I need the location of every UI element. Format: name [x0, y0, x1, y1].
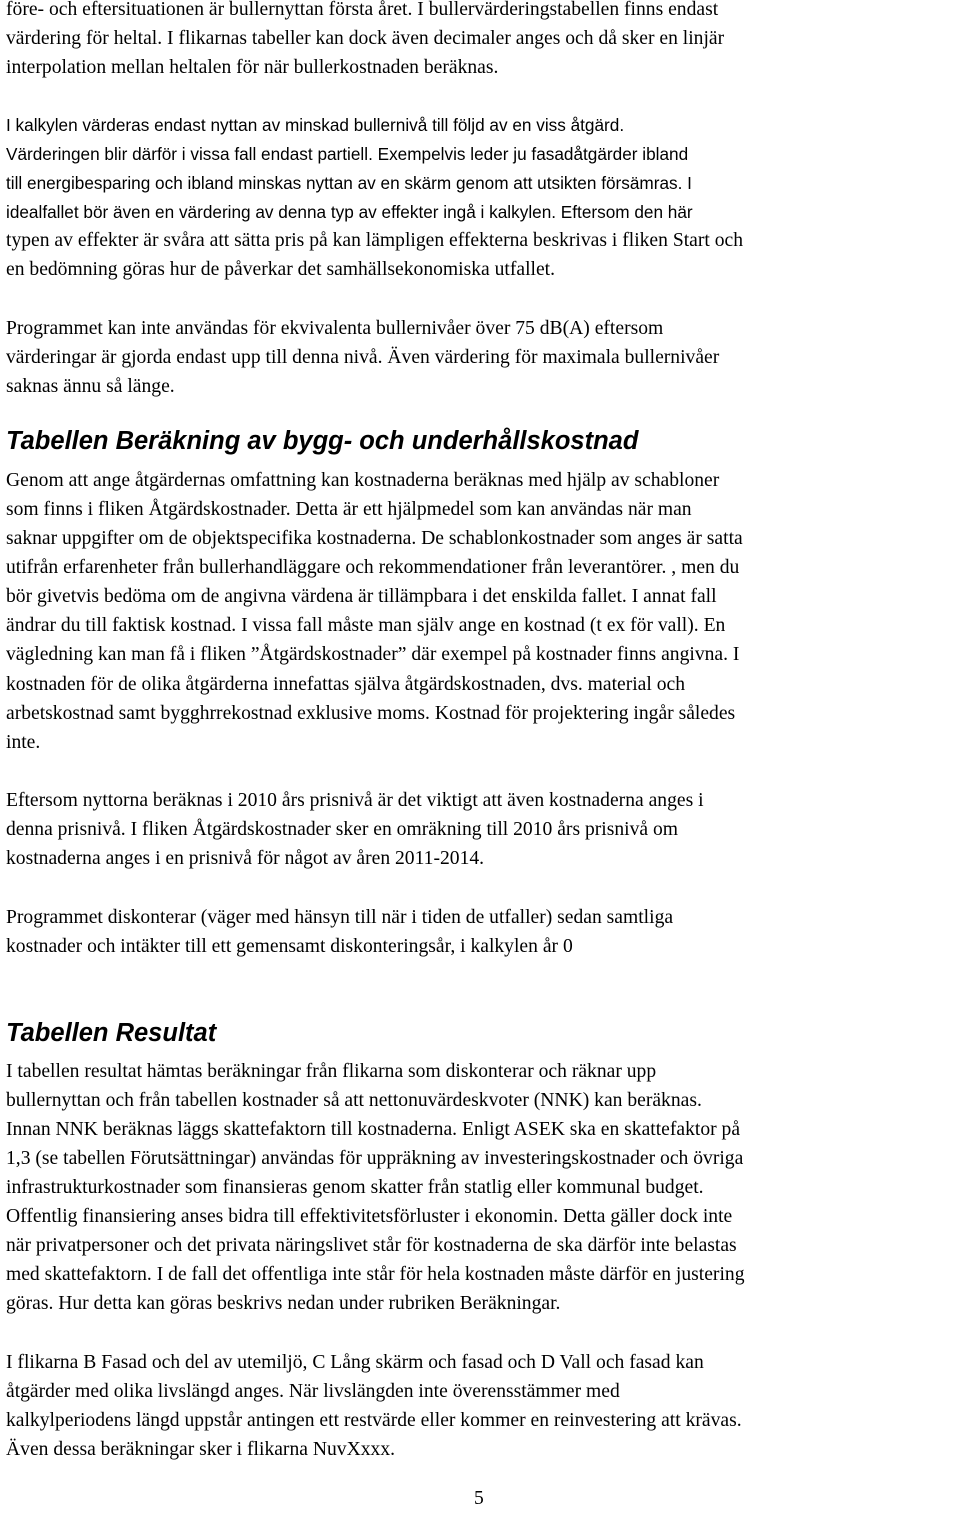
text-line: göras. Hur detta kan göras beskrivs nedan under rubriken Beräkningar. — [6, 1293, 561, 1314]
text-line: I tabellen resultat hämtas beräkningar från flikarna som diskonterar och räknar upp — [6, 1061, 657, 1082]
text-line: Innan NNK beräknas läggs skattefaktorn till kostnaderna. Enligt ASEK ska en skattefaktor på — [6, 1119, 741, 1140]
text-line: Offentlig finansiering anses bidra till effektivitetsförluster i ekonomin. Detta gäller dock inte — [6, 1206, 733, 1227]
text-line: saknar uppgifter om de objektspecifika kostnaderna. De schablonkostnader som anges är satta — [6, 528, 743, 549]
text-line: när privatpersoner och det privata näringslivet står för kostnaderna de ska därför inte belastas — [6, 1235, 737, 1256]
text-line: I flikarna B Fasad och del av utemiljö, C Lång skärm och fasad och D Vall och fasad kan — [6, 1352, 704, 1373]
text-line: idealfallet bör även en värdering av denna typ av effekter ingå i kalkylen. Eftersom den här — [6, 202, 693, 222]
text-line: denna prisnivå. I fliken Åtgärdskostnader sker en omräkning till 2010 års prisnivå om — [6, 819, 679, 840]
text-line: Även dessa beräkningar sker i flikarna NuvXxxx. — [6, 1439, 396, 1460]
text-line: kalkylperiodens längd uppstår antingen ett restvärde eller kommer en reinvestering att krävas. — [6, 1410, 742, 1431]
text-line: kostnaderna anges i en prisnivå för något av åren 2011-2014. — [6, 848, 485, 869]
text-line: Värderingen blir därför i vissa fall endast partiell. Exempelvis leder ju fasadåtgärder ibland — [6, 144, 689, 164]
text-line: som finns i fliken Åtgärdskostnader. Detta är ett hjälpmedel som kan användas när man — [6, 499, 692, 520]
text-line: Programmet diskonterar (väger med hänsyn till när i tiden de utfaller) sedan samtliga — [6, 907, 674, 928]
section-heading-result: Tabellen Resultat — [6, 1019, 217, 1047]
text-line: kostnader och intäkter till ett gemensamt diskonteringsår, i kalkylen år 0 — [6, 936, 573, 957]
text-line: interpolation mellan heltalen för när bullerkostnaden beräknas. — [6, 57, 499, 78]
text-line: bullernyttan och från tabellen kostnader så att nettonuvärdeskvoter (NNK) kan beräknas. — [6, 1090, 702, 1111]
section-heading-cost: Tabellen Beräkning av bygg- och underhållskostnad — [6, 427, 639, 455]
text-line: inte. — [6, 732, 41, 753]
text-line: infrastrukturkostnader som finansieras genom skatter från statlig eller kommunal budget. — [6, 1177, 704, 1198]
text-line: utifrån erfarenheter från bullerhandläggare och rekommendationer från leverantörer. , men du — [6, 557, 740, 578]
text-line: åtgärder med olika livslängd anges. När livslängden inte överensstämmer med — [6, 1381, 620, 1402]
text-line: arbetskostnad samt bygghrrekostnad exklusive moms. Kostnad för projektering ingår således — [6, 703, 736, 724]
text-line: ändrar du till faktisk kostnad. I vissa fall måste man själv ange en kostnad (t ex för vall). En — [6, 615, 726, 636]
text-line: värderingar är gjorda endast upp till denna nivå. Även värdering för maximala bullernivåer — [6, 347, 720, 368]
text-line: saknas ännu så länge. — [6, 376, 175, 397]
text-line: 1,3 (se tabellen Förutsättningar) användas för uppräkning av investeringskostnader och övriga — [6, 1148, 744, 1169]
text-line: bör givetvis bedöma om de angivna värdena är tillämpbara i det enskilda fallet. I annat fall — [6, 586, 717, 607]
text-line: före- och eftersituationen är bullernyttan första året. I bullervärderingstabellen finns endast — [6, 0, 719, 20]
text-line: Eftersom nyttorna beräknas i 2010 års prisnivå är det viktigt att även kostnaderna anges i — [6, 790, 704, 811]
text-line: till energibesparing och ibland minskas nyttan av en skärm genom att utsikten försämras. I — [6, 173, 692, 193]
text-line: värdering för heltal. I flikarnas tabeller kan dock även decimaler anges och då sker en linjär — [6, 28, 725, 49]
text-line: en bedömning göras hur de påverkar det samhällsekonomiska utfallet. — [6, 259, 556, 280]
text-line: I kalkylen värderas endast nyttan av minskad bullernivå till följd av en viss åtgärd. — [6, 115, 625, 135]
text-line: typen av effekter är svåra att sätta pris på kan lämpligen effekterna beskrivas i fliken Start och — [6, 230, 744, 251]
page-number: 5 — [474, 1488, 484, 1509]
text-line: Programmet kan inte användas för ekvivalenta bullernivåer över 75 dB(A) eftersom — [6, 318, 664, 339]
text-line: vägledning kan man få i fliken ”Åtgärdskostnader” där exempel på kostnader finns angivna. I — [6, 644, 740, 665]
text-line: med skattefaktorn. I de fall det offentliga inte står för hela kostnaden måste därför en justering — [6, 1264, 745, 1285]
text-line: kostnaden för de olika åtgärderna innefattas själva åtgärdskostnaden, dvs. material och — [6, 674, 686, 695]
text-line: Genom att ange åtgärdernas omfattning kan kostnaderna beräknas med hjälp av schabloner — [6, 470, 720, 491]
